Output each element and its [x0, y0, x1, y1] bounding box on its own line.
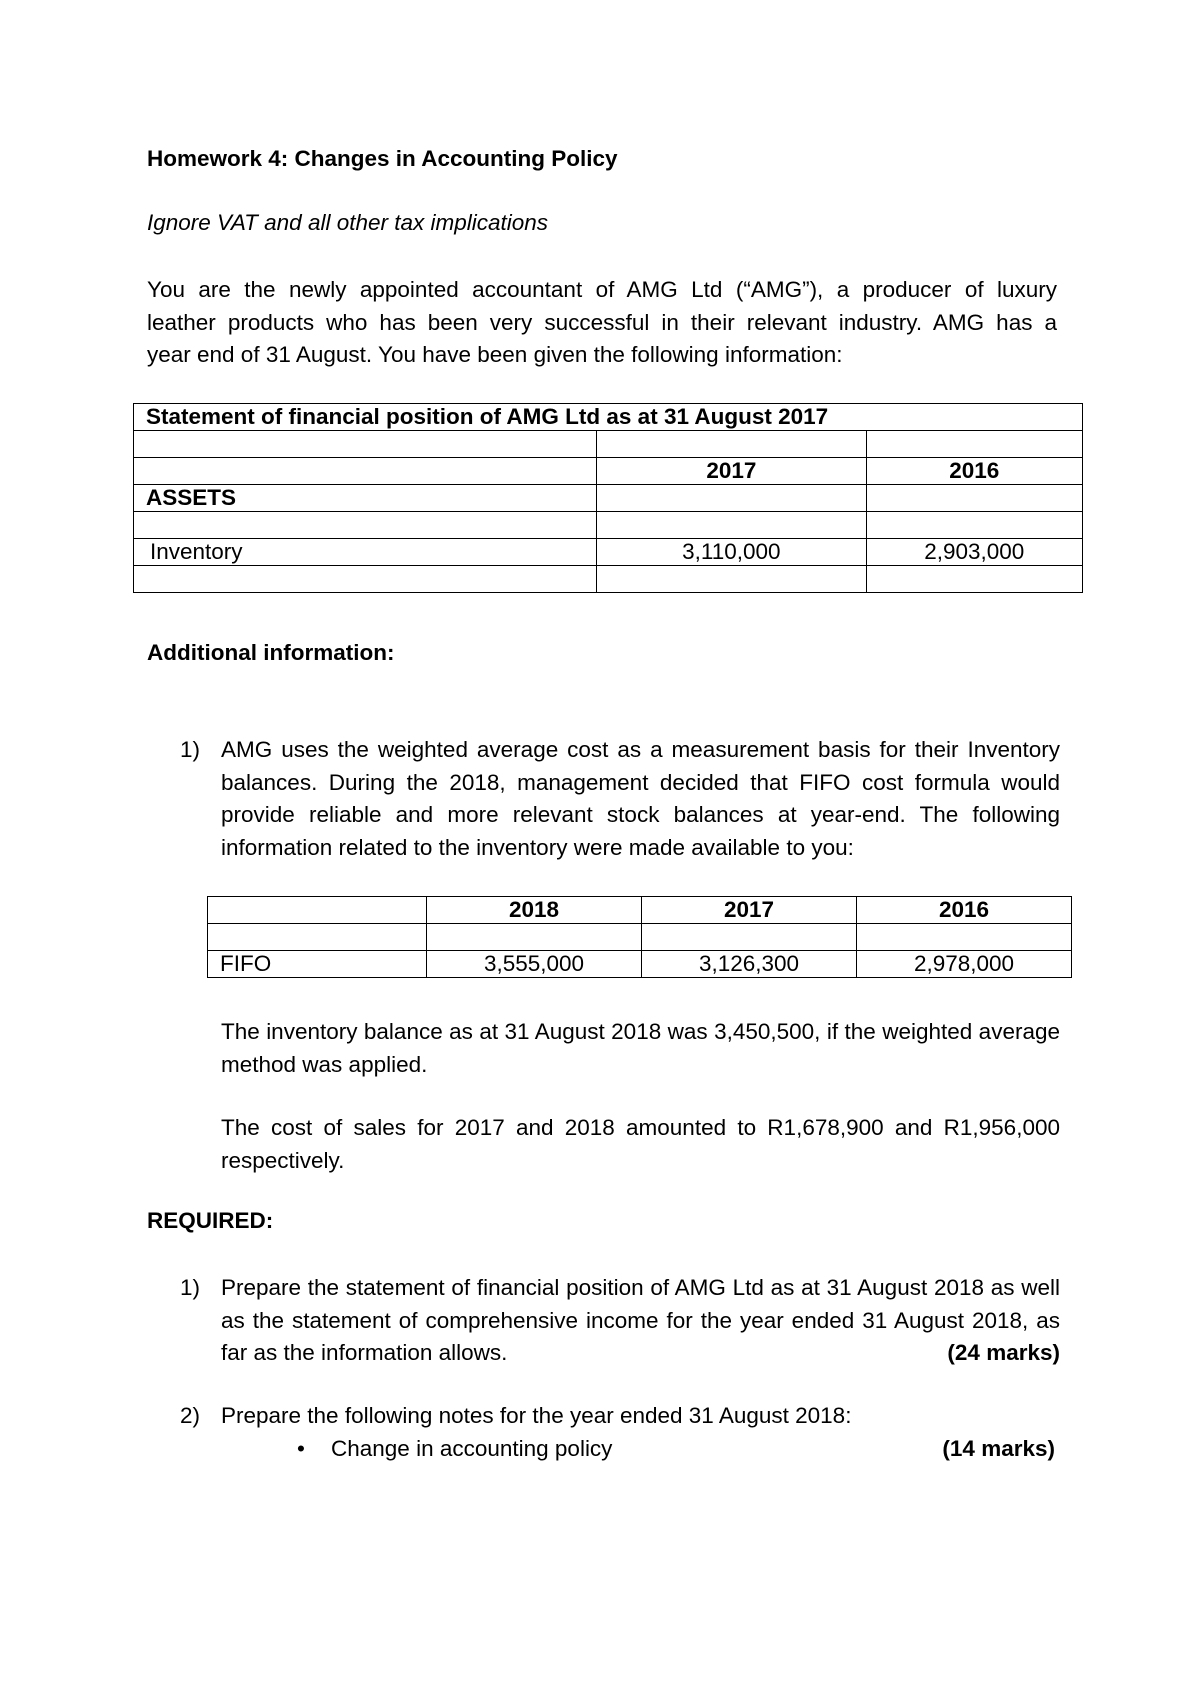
sofp-table: [133, 403, 1083, 593]
additional-info-heading: Additional information:: [147, 640, 395, 665]
fifo-header-2016: 2016: [857, 897, 1072, 924]
fifo-value-2018: 3,555,000: [427, 951, 642, 978]
intro-line-2: leather products who has been very successful in their relevant industry. AMG has a: [147, 309, 1057, 335]
sofp-section-assets: ASSETS: [134, 485, 597, 512]
sofp-value-2016: 2,903,000: [866, 539, 1083, 566]
sofp-header-2016: 2016: [866, 458, 1083, 485]
fifo-value-2017: 3,126,300: [642, 951, 857, 978]
sofp-value-2017: 3,110,000: [597, 539, 866, 566]
sofp-row-label: Inventory: [134, 539, 597, 566]
required-item-1-text: Prepare the statement of financial position of AMG Ltd as at 31 August 2018 as well as the statement of comprehensive income for the year ended 31 August 2018, as far as the information allows.: [221, 1275, 1060, 1365]
required-item-2-number: 2): [180, 1403, 201, 1428]
required-item-1-number: 1): [180, 1275, 201, 1300]
required-heading: REQUIRED:: [147, 1208, 274, 1233]
required-item-2-bullet-body: [331, 1433, 1055, 1466]
intro-paragraph: [147, 274, 1057, 372]
required-item-1-body: [221, 1272, 1060, 1370]
sofp-header-2017: 2017: [597, 458, 866, 485]
info-item-1-number: 1): [180, 737, 201, 762]
fifo-header-2017: 2017: [642, 897, 857, 924]
page-title: Homework 4: Changes in Accounting Policy: [147, 146, 618, 171]
info-item-1-text: AMG uses the weighted average cost as a measurement basis for their Inventory balances. During the 2018, management decided that FIFO cost formula would provide reliable and more relevant stock balances at year-end. The following information related to the inventory were made available to you:: [221, 737, 1060, 860]
required-item-2-marks: (14 marks): [942, 1436, 1055, 1461]
cost-of-sales-paragraph: The cost of sales for 2017 and 2018 amounted to R1,678,900 and R1,956,000 respectively.: [221, 1115, 1060, 1173]
fifo-table: [207, 896, 1072, 978]
fifo-header-2018: 2018: [427, 897, 642, 924]
intro-line-3: year end of 31 August. You have been given the following information:: [147, 342, 843, 367]
required-item-1-marks: (24 marks): [947, 1340, 1060, 1365]
required-item-2-bullet-text: Change in accounting policy: [331, 1436, 613, 1461]
required-item-1: [180, 1272, 1060, 1372]
bullet-icon: •: [297, 1436, 305, 1461]
required-item-2-text: Prepare the following notes for the year ended 31 August 2018:: [221, 1403, 852, 1428]
sofp-caption: Statement of financial position of AMG Ltd as at 31 August 2017: [134, 404, 1083, 431]
info-item-1: [180, 734, 1060, 864]
fifo-row-label: FIFO: [208, 951, 427, 978]
inventory-balance-paragraph: The inventory balance as at 31 August 2018 was 3,450,500, if the weighted average method was applied.: [221, 1019, 1060, 1077]
required-item-2: [180, 1400, 1060, 1434]
fifo-value-2016: 2,978,000: [857, 951, 1072, 978]
instruction-note: Ignore VAT and all other tax implications: [147, 210, 549, 235]
intro-line-1: You are the newly appointed accountant of AMG Ltd (“AMG”), a producer of luxury: [147, 277, 1057, 302]
